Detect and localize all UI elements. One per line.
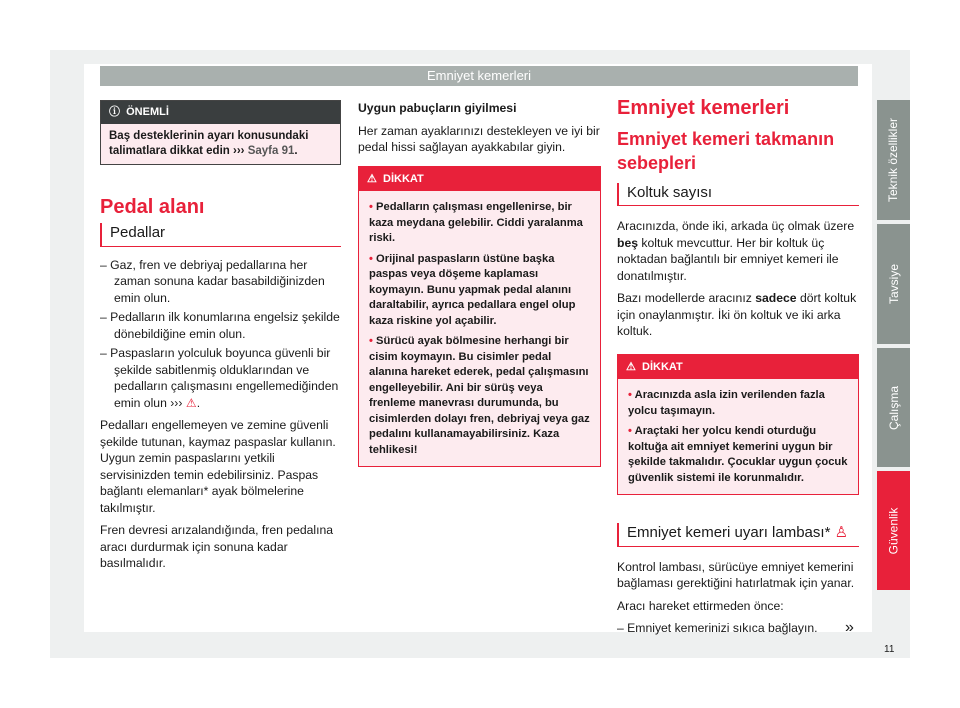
list-item: – Pedalların ilk konumlarına engelsiz şekilde dönebildiğine emin olun. [100,310,340,341]
subheading: Pedallar [100,223,341,247]
punct: . [294,144,298,157]
warning-box: ⚠ DİKKAT • Aracınızda asla izin verilenden fazla yolcu taşımayın. • Araçtaki her yolcu kendi oturduğu koltuğa ait emniyet kemerini uygun bir şekilde takmalıdır. Çocuklar uygun çocuk güvenlik sistemi ile korunmalıdır. [617,354,859,496]
tab-teknik-ozellikler[interactable]: Teknik özellikler [877,100,910,220]
list-item: – Gaz, fren ve debriyaj pedallarına her zaman sonuna kadar basabildiğinizden emin olun. [100,257,325,305]
note-title: ÖNEMLİ [126,106,169,118]
seatbelt-warning-icon: ♙ [834,524,849,541]
warning-item: • Araçtaki her yolcu kendi oturduğu koltuğa ait emniyet kemerini uygun bir şekilde takmalıdır. Çocuklar uygun çocuk güvenlik sistemi ile korunmalıdır. [628,425,848,484]
paragraph: Kontrol lambası, sürücüye emniyet kemerini bağlaması gerektiğini hatırlatmak için yanar. [617,559,855,590]
tab-calisma[interactable]: Çalışma [877,348,910,467]
paragraph: Bazı modellerde aracınız sadece dört koltuk için onaylanmıştır. İki ön koltuk ve iki arka koltuk. [617,291,857,338]
page-link[interactable]: Sayfa 91 [247,144,295,157]
warning-box: ⚠ DİKKAT • Pedalların çalışması engellenirse, bir kaza meydana gelebilir. Ciddi yaralanma riski. • Orijinal paspasların üstüne başka paspas veya döşeme kaplaması koymayın. Bunu yapmak pedal alanını daraltabilir, ayrıca pedallara engel olup kaza riskine yol açabilir. • Sürücü ayak bölmesine herhangi bir cisim koymayın. Bu cisimler pedal alanına hareket ederek, pedal çalışmasını engelleyebilir. Ani bir sürüş veya frenleme manevrası durumunda, bu cisimlerden dolayı fren, debriyaj veya gaz pedalını kullanamayabilirsiniz. Kaza tehlikesi! [358,166,601,468]
subheading: Koltuk sayısı [617,183,859,207]
chapter-title: Emniyet kemerleri [617,97,790,119]
column-1 [100,100,341,572]
warning-icon: ⚠ [626,360,636,373]
running-header: Emniyet kemerleri [100,66,858,86]
paragraph: Fren devresi arızalandığında, fren pedalına aracı durdurmak için sonuna kadar basılmalıdır. [100,523,334,570]
important-note [100,100,341,165]
warning-icon: ⚠ [367,172,377,185]
column-3 [617,97,859,637]
warning-item: • Pedalların çalışması engellenirse, bir kaza meydana gelebilir. Ciddi yaralanma riski. [369,201,583,244]
page-number: 11 [884,644,895,655]
paragraph: Aracınızda, önde iki, arkada üç olmak üzere beş koltuk mevcuttur. Her bir koltuk üç noktadan bağlantılı bir emniyet kemeri ile donatılmıştır. [617,219,855,283]
tab-guvenlik[interactable]: Güvenlik [877,471,910,590]
warning-item: • Sürücü ayak bölmesine herhangi bir cisim koymayın. Bu cisimler pedal alanına hareket ederek, pedal çalışmasını engelleyebilir. Ani bir sürüş veya frenleme manevrası durumunda, bu cisimlerden dolayı fren, debriyaj veya gaz pedalını kullanamayabilirsiniz. Kaza tehlikesi! [369,335,590,456]
note-text: Baş desteklerinin ayarı konusundaki talimatlara dikkat edin [109,129,309,157]
paragraph-title: Uygun pabuçların giyilmesi [358,101,517,115]
paragraph: Aracı hareket ettirmeden önce: [617,598,784,613]
section-heading: Emniyet kemeri takmanın sebepleri [617,128,835,173]
section-heading: Pedal alanı [100,195,205,218]
column-2 [358,100,601,467]
warning-item: • Orijinal paspasların üstüne başka paspas veya döşeme kaplaması koymayın. Bunu yapmak pedal alanını daraltabilir, ayrıca pedallara engel olup kaza riskine yol açabilir. [369,252,576,327]
list-item: – Emniyet kemerinizi sıkıca bağlayın. » [617,619,854,636]
subheading: Emniyet kemeri uyarı lambası* ♙ [617,523,859,547]
list-item: – Paspasların yolculuk boyunca güvenli bir şekilde sabitlenmiş olduklarından ve pedalların çalışmasını engellemediğinden emin olun ››› ⚠. [100,346,339,410]
paragraph: Pedalları engellemeyen ve zemine güvenli şekilde tutunan, kaymaz paspaslar kullanın. Uygun zemin paspaslarını yetkili servisinizden temin edebilirsiniz. Paspas bağlantı elemanları* ayak bölmelerine takılmıştır. [100,418,336,515]
warning-item: • Aracınızda asla izin verilenden fazla yolcu taşımayın. [628,389,825,417]
info-icon: ⓘ [109,106,120,118]
ref-arrow: ››› [233,144,245,157]
paragraph: Her zaman ayaklarınızı destekleyen ve iyi bir pedal hissi sağlayan ayakkabılar giyin. [358,123,600,154]
warning-icon: ⚠ [185,395,197,410]
tab-tavsiye[interactable]: Tavsiye [877,224,910,344]
